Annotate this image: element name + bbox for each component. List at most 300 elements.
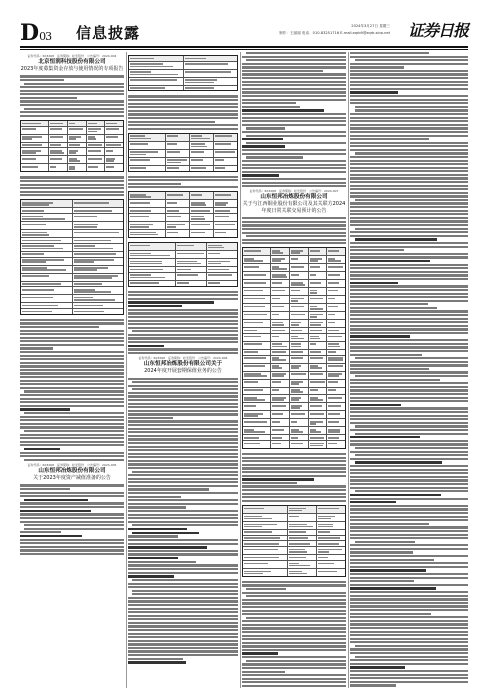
text-line xyxy=(128,467,238,469)
text-line xyxy=(128,456,238,458)
data-table xyxy=(128,55,238,91)
table-cell xyxy=(271,312,290,319)
table-row xyxy=(243,280,345,288)
table-row xyxy=(243,403,345,411)
text-line xyxy=(242,652,278,654)
body-text xyxy=(20,319,124,461)
text-line xyxy=(242,91,346,93)
text-line xyxy=(350,314,468,316)
text-line xyxy=(128,503,238,505)
table-cell xyxy=(243,547,288,554)
table-cell xyxy=(309,403,328,410)
table-cell xyxy=(290,256,309,263)
text-line xyxy=(355,228,468,230)
text-line xyxy=(350,185,468,187)
text-line xyxy=(350,73,468,75)
text-line xyxy=(350,202,468,204)
text-line xyxy=(242,63,346,65)
table-cell xyxy=(68,148,87,155)
table-cell xyxy=(73,274,124,281)
text-line xyxy=(350,350,468,352)
text-line xyxy=(350,120,468,122)
table-row xyxy=(243,506,345,514)
table-row xyxy=(129,62,237,70)
text-line xyxy=(128,442,238,444)
text-line xyxy=(128,481,238,483)
table-cell xyxy=(21,208,73,213)
table-row xyxy=(129,259,237,267)
page-code xyxy=(20,20,51,46)
text-line xyxy=(242,138,283,140)
text-line xyxy=(128,510,238,512)
body-text xyxy=(20,484,124,555)
table-cell xyxy=(129,273,176,280)
table-cell xyxy=(271,435,290,440)
table-cell xyxy=(129,200,166,207)
text-line xyxy=(350,285,468,287)
text-line xyxy=(350,674,468,676)
text-line xyxy=(128,341,238,343)
text-line xyxy=(242,84,346,86)
text-line xyxy=(350,670,468,672)
text-line xyxy=(24,448,59,450)
table-cell xyxy=(129,243,176,250)
table-cell xyxy=(271,372,290,379)
text-line xyxy=(350,289,468,291)
table-cell xyxy=(73,252,124,257)
table-cell xyxy=(73,238,124,243)
text-line xyxy=(350,580,414,582)
text-line xyxy=(128,186,238,188)
text-line xyxy=(242,467,346,469)
text-line xyxy=(350,451,468,453)
table-cell xyxy=(87,164,106,171)
text-line xyxy=(20,358,124,360)
text-line xyxy=(242,464,346,466)
text-line xyxy=(350,267,468,269)
body-text xyxy=(128,95,238,129)
text-line xyxy=(242,471,346,473)
table-cell xyxy=(271,427,290,434)
table-cell xyxy=(271,272,290,279)
table-cell xyxy=(21,238,73,243)
text-line xyxy=(132,381,238,383)
table-cell xyxy=(190,150,214,157)
text-line xyxy=(350,573,468,575)
text-line xyxy=(128,615,238,617)
text-line xyxy=(242,642,346,644)
text-line xyxy=(20,93,124,95)
text-line xyxy=(128,348,238,350)
table-cell xyxy=(21,148,49,155)
table-cell xyxy=(327,435,345,440)
table-cell xyxy=(288,541,317,546)
newspaper-logo: 证券日报 xyxy=(407,21,468,40)
text-line xyxy=(350,174,468,176)
table-row xyxy=(21,266,123,274)
text-line xyxy=(128,399,238,401)
table-cell xyxy=(290,419,309,426)
text-line xyxy=(128,428,238,430)
table-cell xyxy=(243,264,271,271)
text-line xyxy=(350,641,468,643)
text-line xyxy=(355,645,468,647)
table-cell xyxy=(207,273,237,280)
text-line xyxy=(242,167,346,169)
text-line xyxy=(350,343,468,345)
text-line xyxy=(242,485,346,487)
table-cell xyxy=(317,514,345,521)
table-row xyxy=(243,320,345,328)
table-cell xyxy=(243,530,288,535)
text-line xyxy=(350,631,468,633)
table-cell xyxy=(243,514,288,521)
text-line xyxy=(350,371,468,373)
table-cell xyxy=(176,259,207,266)
text-line xyxy=(350,418,468,420)
table-cell xyxy=(190,214,214,221)
table-cell xyxy=(290,342,309,349)
table-row xyxy=(129,86,237,91)
table-cell xyxy=(243,372,271,379)
table-cell xyxy=(327,403,345,410)
table-cell xyxy=(73,303,124,308)
text-line xyxy=(20,510,91,512)
table-cell xyxy=(207,281,237,286)
table-cell xyxy=(190,208,214,213)
table-row xyxy=(129,142,237,150)
text-line xyxy=(128,543,238,545)
text-line xyxy=(350,663,468,665)
text-line xyxy=(350,328,468,330)
body-text xyxy=(242,581,346,687)
text-line xyxy=(350,677,468,679)
text-line xyxy=(20,365,124,367)
text-line xyxy=(24,390,124,392)
text-line xyxy=(242,663,346,665)
text-line xyxy=(128,385,238,387)
text-line xyxy=(350,70,468,72)
table-cell xyxy=(214,200,237,207)
text-line xyxy=(128,643,238,645)
table-cell xyxy=(166,134,190,141)
text-line xyxy=(20,408,70,410)
text-line xyxy=(128,413,238,415)
text-line xyxy=(128,618,238,620)
table-cell xyxy=(309,342,328,349)
text-line xyxy=(350,117,468,119)
table-cell xyxy=(271,441,290,448)
text-line xyxy=(20,333,124,335)
text-line xyxy=(350,170,468,172)
table-cell xyxy=(271,388,290,395)
text-line xyxy=(242,460,346,462)
text-line xyxy=(350,253,468,255)
text-line xyxy=(350,167,468,169)
text-line xyxy=(128,568,238,570)
text-line xyxy=(350,335,410,337)
table-row xyxy=(243,411,345,419)
text-line xyxy=(242,185,346,187)
text-line xyxy=(128,95,238,97)
text-line xyxy=(350,145,468,147)
column-3 xyxy=(242,52,346,688)
text-line xyxy=(242,239,346,241)
text-line xyxy=(350,56,468,58)
text-line xyxy=(128,312,238,314)
text-line xyxy=(350,379,440,381)
text-line xyxy=(242,613,346,615)
table-cell xyxy=(129,62,184,69)
text-line xyxy=(246,235,346,237)
table-cell xyxy=(271,380,290,387)
column-divider xyxy=(240,52,241,688)
table-row xyxy=(129,158,237,166)
table-cell xyxy=(129,78,184,85)
text-line xyxy=(350,512,468,514)
table-cell xyxy=(243,536,288,541)
text-line xyxy=(242,120,346,122)
text-line xyxy=(128,604,238,606)
table-cell xyxy=(105,164,123,171)
table-cell xyxy=(207,251,237,258)
text-line xyxy=(350,303,428,305)
text-line xyxy=(350,411,468,413)
table-row xyxy=(129,78,237,86)
text-line xyxy=(242,149,346,151)
table-cell xyxy=(68,135,87,142)
table-row xyxy=(21,230,123,238)
text-line xyxy=(350,623,468,625)
text-line xyxy=(128,661,186,663)
table-cell xyxy=(309,388,328,395)
table-cell xyxy=(105,143,123,148)
text-line xyxy=(20,191,124,193)
table-cell xyxy=(290,427,309,434)
table-row xyxy=(129,281,237,286)
text-line xyxy=(350,562,468,564)
table-cell xyxy=(243,395,271,402)
stock-line: 证券代码：603268 证券简称：松发股份 公告编号：2024-005 xyxy=(27,462,117,467)
text-line xyxy=(350,217,468,219)
table-cell xyxy=(271,264,290,271)
text-line xyxy=(355,238,438,240)
table-cell xyxy=(290,288,309,295)
table-cell xyxy=(309,280,328,287)
table-cell xyxy=(68,164,87,171)
text-line xyxy=(128,406,238,408)
table-cell xyxy=(49,156,68,163)
article-title-company: 山东恒邦冶炼股份有限公司 xyxy=(260,194,328,201)
table-row xyxy=(243,547,345,555)
text-line xyxy=(20,340,124,342)
text-line xyxy=(128,453,238,455)
table-cell xyxy=(317,555,345,560)
table-cell xyxy=(190,142,214,149)
table-cell xyxy=(288,561,317,568)
text-line xyxy=(242,145,285,147)
table-cell xyxy=(166,230,190,237)
table-cell xyxy=(327,395,345,402)
text-line xyxy=(128,395,238,397)
table-cell xyxy=(129,158,166,165)
table-cell xyxy=(129,251,176,258)
text-line xyxy=(350,81,468,83)
text-line xyxy=(350,483,468,485)
column-divider xyxy=(348,52,349,688)
data-table xyxy=(20,199,124,314)
table-cell xyxy=(327,256,345,263)
text-line xyxy=(242,171,346,173)
text-line xyxy=(350,605,468,607)
text-line xyxy=(350,534,468,536)
text-line xyxy=(242,489,346,491)
table-cell xyxy=(290,296,309,303)
table-cell xyxy=(309,296,328,303)
text-line xyxy=(350,404,401,406)
text-line xyxy=(128,410,238,412)
text-line xyxy=(242,81,346,83)
table-cell xyxy=(290,380,309,387)
table-cell xyxy=(129,142,166,149)
text-line xyxy=(242,178,346,180)
text-line xyxy=(128,392,238,394)
table-cell xyxy=(243,541,288,546)
body-text xyxy=(128,291,238,355)
column-4 xyxy=(350,52,468,688)
text-line xyxy=(355,357,468,359)
text-line xyxy=(242,99,346,101)
table-cell xyxy=(176,281,207,286)
text-line xyxy=(350,584,468,586)
table-cell xyxy=(21,303,73,308)
text-line xyxy=(350,382,468,384)
table-cell xyxy=(290,364,309,371)
table-cell xyxy=(271,403,290,410)
table-cell xyxy=(288,569,317,576)
text-line xyxy=(128,449,238,451)
text-line xyxy=(246,127,284,129)
table-cell xyxy=(290,411,309,418)
text-line xyxy=(350,634,468,636)
table-cell xyxy=(184,86,238,91)
text-line xyxy=(350,443,468,445)
text-line xyxy=(350,278,468,280)
text-line xyxy=(355,490,468,492)
table-cell xyxy=(243,561,288,568)
text-line xyxy=(246,52,346,54)
table-cell xyxy=(21,222,73,229)
text-line xyxy=(242,581,346,583)
text-line xyxy=(246,135,346,137)
table-cell xyxy=(327,280,345,287)
text-line xyxy=(128,446,238,448)
table-cell xyxy=(271,320,290,327)
text-line xyxy=(242,681,346,683)
text-line xyxy=(128,460,238,462)
text-line xyxy=(128,309,238,311)
table-cell xyxy=(243,506,288,513)
text-line xyxy=(246,156,303,158)
table-row xyxy=(243,364,345,372)
text-line xyxy=(350,487,468,489)
text-line xyxy=(128,424,238,426)
table-row xyxy=(243,514,345,522)
table-row xyxy=(243,312,345,320)
text-line xyxy=(350,224,468,226)
text-line xyxy=(20,405,124,407)
table-row xyxy=(21,200,123,208)
text-line xyxy=(20,372,124,374)
text-line xyxy=(242,482,297,484)
text-line xyxy=(20,441,124,443)
text-line xyxy=(242,77,346,79)
table-cell xyxy=(243,350,271,355)
table-cell xyxy=(243,569,288,576)
text-line xyxy=(128,514,238,516)
article-title: 关于与江西铜业股份有限公司及其关联方2024年度日常关联交易预计的公告 xyxy=(242,201,346,214)
table-cell xyxy=(271,280,290,287)
table-cell xyxy=(309,320,328,327)
text-line xyxy=(20,337,124,339)
text-line xyxy=(242,584,346,586)
text-line xyxy=(242,109,324,111)
table-cell xyxy=(317,522,345,529)
table-cell xyxy=(214,208,237,213)
table-cell xyxy=(21,244,73,251)
text-line xyxy=(355,152,468,154)
table-cell xyxy=(327,304,345,311)
text-line xyxy=(242,56,346,58)
text-line xyxy=(128,478,238,480)
text-line xyxy=(128,564,238,566)
text-line xyxy=(350,346,468,348)
table-cell xyxy=(317,569,345,576)
text-line xyxy=(350,163,468,165)
text-line xyxy=(128,629,238,631)
table-cell xyxy=(166,150,190,157)
text-line xyxy=(20,187,124,189)
table-cell xyxy=(327,411,345,418)
text-line xyxy=(20,75,124,77)
table-cell xyxy=(271,256,290,263)
table-cell xyxy=(21,295,73,302)
text-line xyxy=(350,559,434,561)
text-line xyxy=(20,502,124,504)
table-cell xyxy=(176,243,207,250)
text-line xyxy=(350,138,429,140)
table-cell xyxy=(68,143,87,148)
text-line xyxy=(350,135,468,137)
text-line xyxy=(355,433,468,435)
text-line xyxy=(128,345,164,347)
text-line xyxy=(242,592,346,594)
text-line xyxy=(128,572,238,574)
table-cell xyxy=(327,248,345,255)
table-cell xyxy=(327,312,345,319)
table-cell xyxy=(290,264,309,271)
table-cell xyxy=(105,135,123,142)
text-line xyxy=(350,389,468,391)
table-row xyxy=(243,441,345,448)
article-header-1 xyxy=(20,54,124,72)
text-line xyxy=(242,153,346,155)
table-cell xyxy=(327,419,345,426)
text-line xyxy=(242,475,346,477)
text-line xyxy=(350,124,468,126)
text-line xyxy=(242,232,346,234)
text-line xyxy=(350,666,405,668)
